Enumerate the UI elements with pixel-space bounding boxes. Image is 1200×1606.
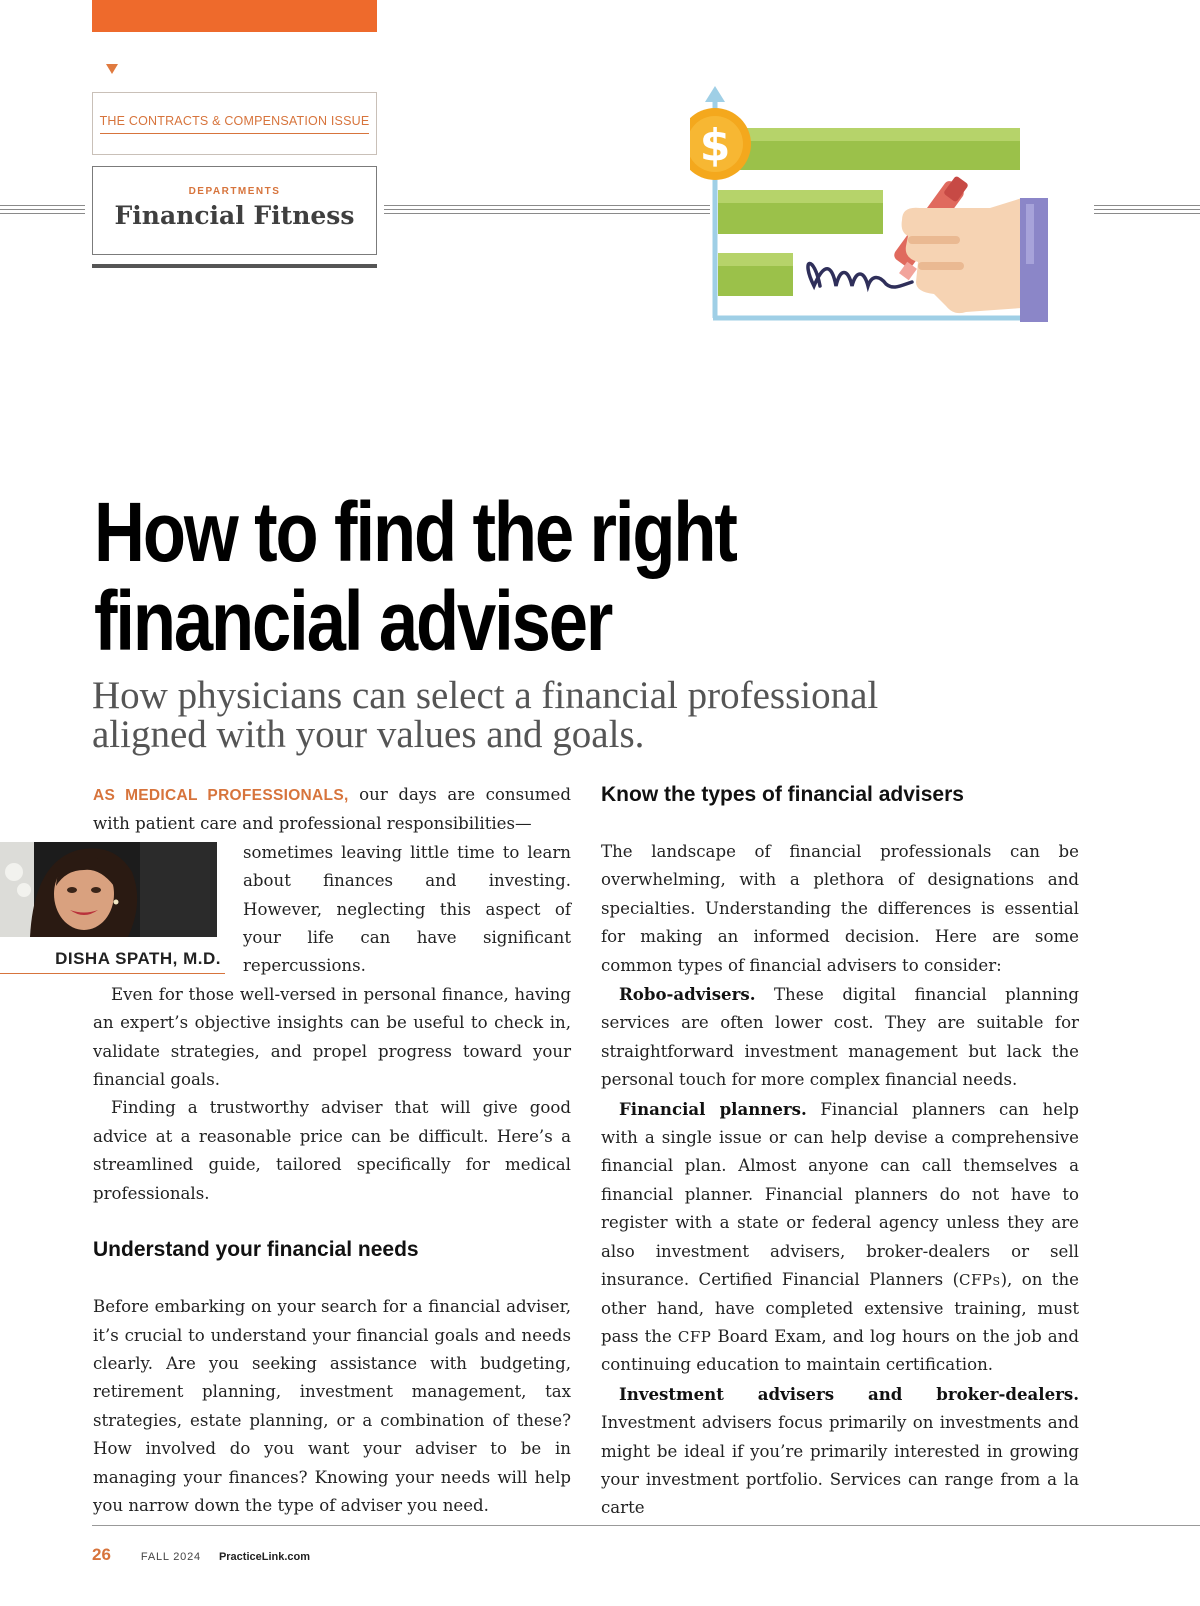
author-underline — [0, 973, 225, 974]
paragraph-types-intro: The landscape of financial professionals can be overwhelming, with a plethora of designations and specialties. Understanding the differences is essential for making an informed decision. Here are some common types of financial advisers to consider: — [601, 842, 1079, 975]
top-accent-bar — [92, 0, 377, 32]
term-robo-advisers: Robo-advisers. — [619, 984, 756, 1005]
paragraph-financial-planners — [601, 1095, 1079, 1380]
headline-line-2: financial adviser — [94, 574, 612, 668]
contract-signing-illustration — [690, 86, 1090, 336]
department-underline — [92, 264, 377, 268]
decorative-rule-middle — [384, 205, 710, 214]
decorative-rule-right — [1094, 205, 1200, 214]
paragraph-2: Even for those well-versed in personal finance, having an expert’s objective insights can be useful to check in, validate strategies, and propel progress toward your financial goals. — [93, 984, 571, 1090]
article-column-left — [55, 781, 571, 1520]
planners-text-a: Financial planners can help with a single issue or can help devise a comprehensive financial plan. Almost anyone can call themselves a financial planner. Financial planners do not have to register with a state or federal agency unless they are also investment advisers, broker-dealers or sell insurance. Certified Financial Planners ( — [601, 1099, 1079, 1290]
paragraph-needs: Before embarking on your search for a financial adviser, it’s crucial to understand your financial goals and needs clearly. Are you seeking assistance with budgeting, retirement planning, investment management, tax strategies, estate planning, or a combination of these? How involved do you want your adviser to be in managing your finances? Knowing your needs will help you narrow down the type of adviser you need. — [93, 1297, 571, 1515]
section-heading-needs: Understand your financial needs — [93, 1238, 419, 1262]
decorative-rule-left — [0, 205, 85, 214]
subhead-line-1: How physicians can select a financial professional — [92, 674, 879, 717]
page-number: 26 — [92, 1545, 111, 1564]
section-heading-types: Know the types of financial advisers — [601, 783, 964, 806]
planners-text-c: Board Exam, and log hours on the job and continuing education to maintain certification. — [601, 1326, 1079, 1375]
paragraph-lede-a — [93, 781, 571, 839]
paragraph-lede-text-b: sometimes leaving little time to learn about finances and investing. However, neglecting this aspect of your life can have significant repercussions. — [243, 842, 571, 976]
paragraph-lede-text-a: our days are consumed with patient care and professional responsibilities— — [93, 785, 571, 834]
cfp-plural-abbr: CFPs — [959, 1271, 1001, 1290]
planners-text-b: ), on the other hand, have completed extensive training, must pass the — [601, 1270, 1079, 1346]
department-title: Financial Fitness — [114, 201, 355, 230]
headline-line-1: How to find the right — [94, 485, 736, 579]
footer-rule — [92, 1525, 1200, 1526]
subhead-line-2: aligned with your values and goals. — [92, 713, 645, 756]
paragraph-robo-advisers — [601, 980, 1079, 1095]
signature-scribble — [808, 263, 912, 287]
issue-label-box — [92, 92, 377, 155]
author-photo — [0, 842, 217, 937]
lede-caps: AS MEDICAL PROFESSIONALS, — [93, 787, 349, 804]
page-footer — [92, 1545, 310, 1565]
article-subhead — [92, 676, 1012, 754]
department-kicker: DEPARTMENTS — [188, 186, 281, 197]
author-portrait — [0, 842, 217, 937]
article-headline — [94, 485, 850, 668]
department-box — [92, 166, 377, 255]
triangle-marker-icon — [106, 64, 118, 74]
dollar-symbol: $ — [699, 120, 731, 171]
paragraph-investment-advisers — [601, 1380, 1079, 1523]
cfp-abbr: CFP — [677, 1327, 712, 1346]
hand-with-pen-icon — [892, 175, 1048, 322]
robo-advisers-text: These digital financial planning services are often lower cost. They are suitable for straightforward investment management but lack the personal touch for more complex financial needs. — [601, 985, 1079, 1090]
term-financial-planners: Financial planners. — [619, 1098, 807, 1119]
term-investment-advisers: Investment advisers and broker-dealers. — [619, 1383, 1079, 1404]
author-block — [0, 842, 230, 978]
author-name: DISHA SPATH, M.D. — [55, 948, 221, 968]
issue-date: FALL 2024 — [140, 1551, 201, 1563]
paragraph-3: Finding a trustworthy adviser that will give good advice at a reasonable price can be difficult. Here’s a streamlined guide, tailored specifically for medical professionals. — [93, 1098, 571, 1203]
issue-label: THE CONTRACTS & COMPENSATION ISSUE — [100, 114, 370, 134]
article-column-right — [601, 781, 1079, 1523]
investment-advisers-text: Investment advisers focus primarily on investments and might be ideal if you’re primarily interested in growing your investment portfolio. Services can range from a la carte — [601, 1413, 1079, 1518]
site-url: PracticeLink.com — [218, 1551, 311, 1563]
